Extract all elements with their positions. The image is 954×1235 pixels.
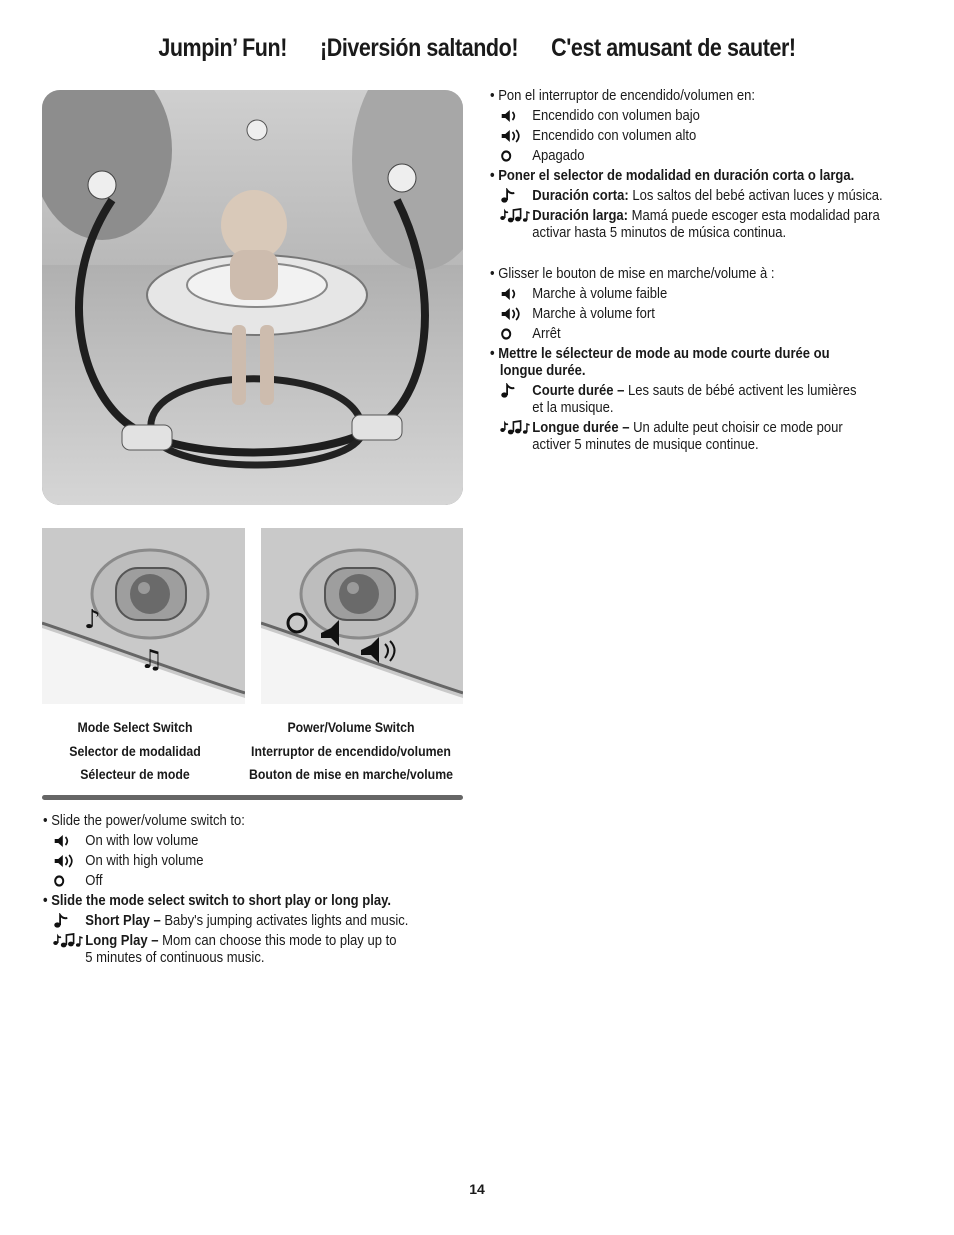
short-play-label: Courte durée – bbox=[532, 383, 625, 399]
multi-note-icon bbox=[499, 420, 524, 436]
list-item bbox=[490, 324, 886, 344]
power-switch-image bbox=[261, 528, 463, 704]
list-item bbox=[43, 871, 439, 891]
instruction-intro: • Glisser le bouton de mise en marche/volume à : bbox=[490, 266, 775, 282]
instruction-mode bbox=[43, 891, 439, 911]
low-volume-label: Marche à volume faible bbox=[532, 286, 668, 302]
section-divider bbox=[42, 795, 463, 800]
svg-text:♪: ♪ bbox=[84, 605, 101, 635]
caption-line: Bouton de mise en marche/volume bbox=[248, 766, 454, 782]
high-volume-label: On with high volume bbox=[85, 853, 204, 869]
speaker-high-icon bbox=[499, 128, 524, 144]
french-instructions bbox=[490, 264, 930, 455]
mode-instruction-text: • Poner el selector de modalidad en duración corta o larga. bbox=[490, 168, 855, 184]
off-label: Off bbox=[85, 873, 103, 889]
title-french: C'est amusant de sauter! bbox=[551, 34, 796, 62]
high-volume-label: Encendido con volumen alto bbox=[532, 128, 697, 144]
long-play-text-continued: 5 minutes of continuous music. bbox=[85, 950, 265, 966]
circle-off-icon bbox=[499, 148, 524, 164]
english-instructions bbox=[43, 811, 483, 968]
long-play-label: Duración larga: bbox=[532, 208, 629, 224]
single-note-icon bbox=[52, 913, 77, 929]
instruction-mode bbox=[490, 166, 886, 186]
list-item bbox=[490, 304, 886, 324]
off-label: Apagado bbox=[532, 148, 585, 164]
speaker-low-icon bbox=[499, 286, 524, 302]
mode-instruction-text-continued: longue durée. bbox=[499, 363, 586, 379]
long-play-text-continued: activar hasta 5 minutos de música continua. bbox=[532, 225, 787, 241]
high-volume-label: Marche à volume fort bbox=[532, 306, 655, 322]
title-spanish: ¡Diversión saltando! bbox=[319, 34, 519, 62]
power-switch-caption bbox=[236, 716, 467, 787]
instruction-intro: • Pon el interruptor de encendido/volumen en: bbox=[490, 88, 756, 104]
short-play-label: Short Play – bbox=[85, 913, 161, 929]
circle-off-icon bbox=[499, 326, 524, 342]
short-play-text: Los saltos del bebé activan luces y música. bbox=[628, 188, 883, 204]
short-play-text: Baby's jumping activates lights and music. bbox=[160, 913, 409, 929]
mode-switch-caption bbox=[34, 716, 236, 787]
title-english: Jumpin’ Fun! bbox=[158, 34, 287, 62]
low-volume-label: Encendido con volumen bajo bbox=[532, 108, 700, 124]
short-play-text-continued: et la musique. bbox=[532, 400, 614, 416]
list-item bbox=[490, 146, 886, 166]
list-item bbox=[43, 851, 439, 871]
short-play-text: Les sauts de bébé activent les lumières bbox=[624, 383, 857, 399]
list-item bbox=[490, 186, 886, 206]
mode-instruction-text: • Mettre le sélecteur de mode au mode courte durée ou bbox=[490, 346, 830, 362]
caption-line: Power/Volume Switch bbox=[287, 719, 415, 735]
jumperoo-photo bbox=[42, 90, 463, 505]
single-note-icon bbox=[499, 383, 524, 399]
mode-switch-image bbox=[42, 528, 245, 704]
list-item bbox=[490, 126, 886, 146]
svg-text:♫: ♫ bbox=[140, 645, 164, 675]
list-item bbox=[490, 106, 886, 126]
circle-off-icon bbox=[52, 873, 77, 889]
short-play-label: Duración corta: bbox=[532, 188, 629, 204]
speaker-high-icon bbox=[499, 306, 524, 322]
page-title bbox=[67, 34, 887, 63]
long-play-text-continued: activer 5 minutes de musique continue. bbox=[532, 437, 759, 453]
caption-line: Mode Select Switch bbox=[77, 719, 193, 735]
page-number: 14 bbox=[469, 1181, 485, 1197]
instruction-mode-continued bbox=[490, 361, 886, 381]
list-item bbox=[490, 284, 886, 304]
mode-instruction-text: • Slide the mode select switch to short play or long play. bbox=[43, 893, 392, 909]
off-label: Arrêt bbox=[532, 326, 561, 342]
multi-note-icon bbox=[52, 933, 77, 949]
caption-line: Selector de modalidad bbox=[69, 742, 201, 759]
speaker-low-icon bbox=[499, 108, 524, 124]
caption-line: Sélecteur de mode bbox=[80, 766, 190, 782]
long-play-text: Un adulte peut choisir ce mode pour bbox=[629, 420, 843, 436]
single-note-icon bbox=[499, 188, 524, 204]
speaker-high-icon bbox=[52, 853, 77, 869]
spanish-instructions bbox=[490, 86, 930, 243]
low-volume-label: On with low volume bbox=[85, 833, 199, 849]
caption-line: Interruptor de encendido/volumen bbox=[251, 742, 451, 759]
long-play-text: Mamá puede escoger esta modalidad para bbox=[628, 208, 880, 224]
list-item bbox=[43, 911, 439, 931]
long-play-label: Long Play – bbox=[85, 933, 159, 949]
long-play-text: Mom can choose this mode to play up to bbox=[158, 933, 397, 949]
instruction-intro: • Slide the power/volume switch to: bbox=[43, 813, 245, 829]
speaker-low-icon bbox=[52, 833, 77, 849]
multi-note-icon bbox=[499, 208, 524, 224]
long-play-label: Longue durée – bbox=[532, 420, 630, 436]
list-item bbox=[43, 831, 439, 851]
